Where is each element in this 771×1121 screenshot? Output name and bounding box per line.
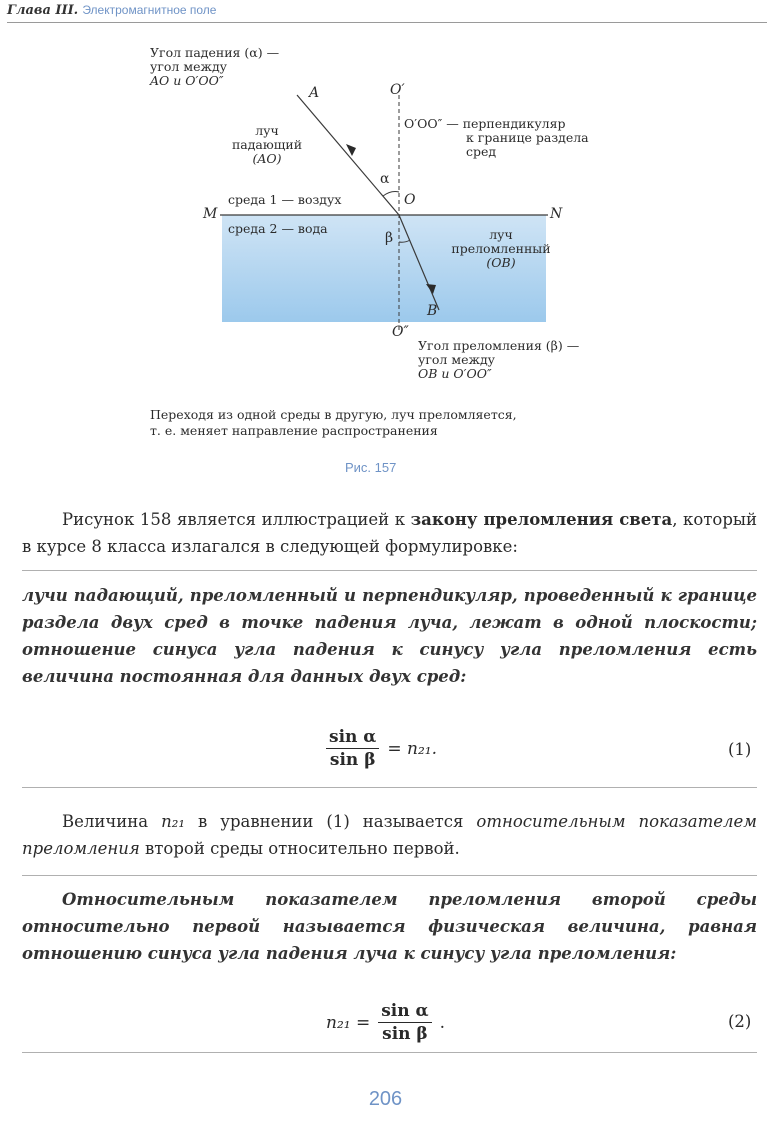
refracted-ray-label xyxy=(448,228,554,270)
equation-number-2: (2) xyxy=(728,1012,752,1031)
numerator: sin α xyxy=(378,1000,431,1023)
beta-label: β xyxy=(385,230,394,246)
perp-line: к границе раздела xyxy=(466,130,589,145)
point-m-label: M xyxy=(203,206,218,222)
refraction-law-statement: лучи падающий, преломленный и перпендикуляр, проведенный к границе раздела двух сред в точке падения луча, лежат в одной плоскости; отношение синуса угла падения к синусу угла преломления есть величина постоянная для данных двух сред: xyxy=(22,586,757,686)
relative-index-paragraph xyxy=(22,808,757,862)
beta-def-line: угол между xyxy=(418,352,496,367)
point-a-label: A xyxy=(309,85,320,101)
alpha-def-line: Угол падения (α) — xyxy=(150,45,280,60)
divider xyxy=(22,875,757,876)
law-term: закону преломления света xyxy=(410,510,673,529)
medium-2-label: среда 2 — вода xyxy=(228,221,328,236)
divider xyxy=(22,1052,757,1053)
equation-number-1: (1) xyxy=(728,740,752,759)
point-o-label: O xyxy=(404,192,416,208)
perp-line: O′OO″ — перпендикуляр xyxy=(404,116,566,131)
point-o-bottom-label: O″ xyxy=(392,324,409,340)
incident-line: (AO) xyxy=(252,151,282,166)
incident-line: падающий xyxy=(231,137,303,152)
p2-text: в уравнении (1) называется xyxy=(184,812,477,831)
incident-line: луч xyxy=(255,123,279,138)
refraction-figure xyxy=(0,0,771,490)
refracted-line: луч xyxy=(489,227,513,242)
formula-1 xyxy=(326,726,437,771)
intro-paragraph xyxy=(22,506,757,560)
formula-2 xyxy=(326,1000,445,1045)
intro-text: Рисунок 158 является иллюстрацией к xyxy=(62,510,411,529)
chapter-label: Глава III. xyxy=(7,3,79,18)
fraction xyxy=(326,726,379,771)
fraction xyxy=(378,1000,431,1045)
caption-line: Переходя из одной среды в другую, луч преломляется, xyxy=(150,407,517,422)
figure-number: Рис. 157 xyxy=(345,460,397,475)
point-o-top-label: O′ xyxy=(390,82,405,98)
formula-rhs: = n₂₁. xyxy=(387,738,438,759)
refracted-line: преломленный xyxy=(451,241,551,256)
medium-1-label: среда 1 — воздух xyxy=(228,192,342,207)
beta-def-line: OB и O′OO″ xyxy=(418,366,492,381)
incident-ray-label xyxy=(231,124,303,166)
formula-lhs: n₂₁ = xyxy=(326,1012,371,1033)
refracted-line: (OB) xyxy=(486,255,516,270)
p2-text-end: второй среды относительно первой. xyxy=(139,839,460,858)
denominator: sin β xyxy=(382,1024,428,1044)
alpha-def-line: угол между xyxy=(150,59,228,74)
section-title: Электромагнитное поле xyxy=(82,3,217,17)
intro-text-end: , который в курсе 8 класса излагался в следующей формулировке: xyxy=(22,510,758,556)
relative-index-definition: Относительным показателем преломления второй среды относительно первой называется физическая величина, равная отношению синуса угла падения луча к синусу угла преломления: xyxy=(22,890,757,963)
figure-caption xyxy=(150,407,650,439)
n21-variable: n₂₁ xyxy=(161,812,185,831)
perpendicular-label xyxy=(404,117,589,159)
alpha-arc xyxy=(383,192,399,197)
relative-index-term: относительным показателем преломления xyxy=(22,812,757,858)
divider xyxy=(22,787,757,788)
p2-text: Величина xyxy=(62,812,162,831)
caption-line: т. е. меняет направление распространения xyxy=(150,423,438,438)
page-number: 206 xyxy=(368,1088,403,1110)
point-n-label: N xyxy=(550,206,563,222)
point-b-label: B xyxy=(427,303,438,319)
beta-definition xyxy=(418,339,579,381)
alpha-label: α xyxy=(380,171,390,187)
numerator: sin α xyxy=(326,726,379,749)
perp-line: сред xyxy=(466,144,497,159)
formula-tail: . xyxy=(439,1012,446,1033)
denominator: sin β xyxy=(329,750,376,770)
divider xyxy=(22,570,757,571)
beta-def-line: Угол преломления (β) — xyxy=(418,338,580,353)
alpha-def-line: AO и O′OO″ xyxy=(150,73,224,88)
alpha-definition xyxy=(150,46,279,88)
